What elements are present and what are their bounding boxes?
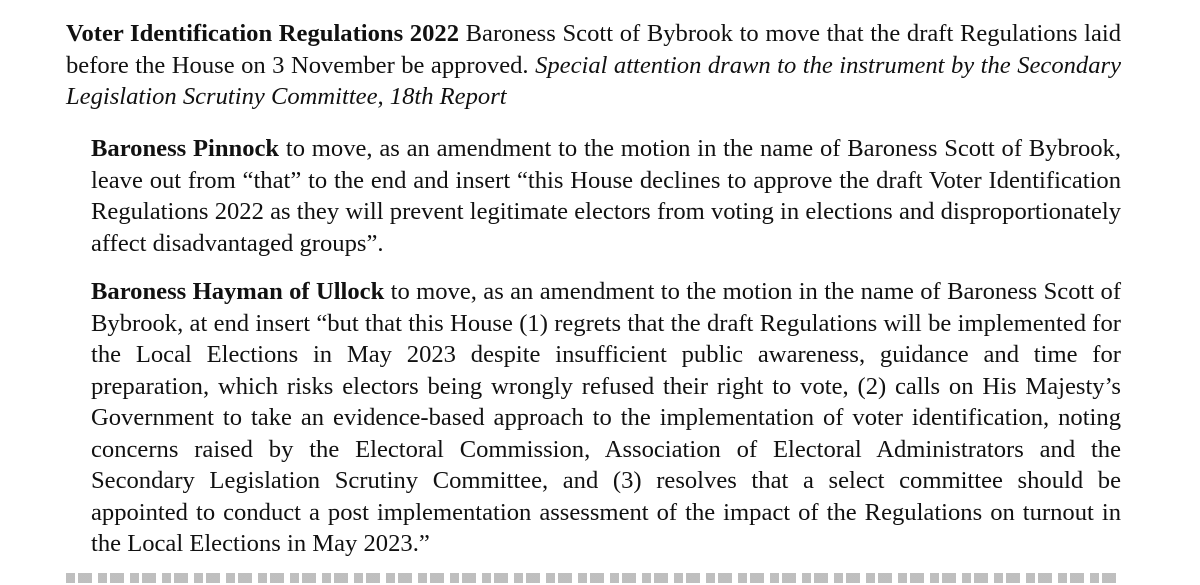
amendment-mover: Baroness Hayman of Ullock: [91, 278, 385, 305]
amendment-mover: Baroness Pinnock: [91, 135, 280, 162]
amendment-hayman: [91, 276, 1121, 560]
amendment-text: to move, as an amendment to the motion in the name of Baroness Scott of Bybrook, leave out from “that” to the end and insert “this House declines to approve the draft Voter Identification Regulations 2022 as they will prevent legitimate electors from voting in elections and disproportionately affect disadvantaged groups”.: [91, 135, 1122, 257]
instrument-title: Voter Identification Regulations 2022: [66, 20, 459, 47]
committee-note: Special attention drawn to the instrument by the Secondary Legislation Scrutiny Committee, 18th Report: [66, 51, 1121, 110]
amendment-text: to move, as an amendment to the motion in the name of Baroness Scott of Bybrook, at end insert “but that this House (1) regrets that the draft Regulations will be implemented for the Local Elections in May 2023 despite insufficient public awareness, guidance and time for preparation, which risks electors being wrongly refused their right to vote, (2) calls on His Majesty’s Government to take an evidence-based approach to the implementation of voter identification, noting concerns raised by the Electoral Commission, Association of Electoral Administrators and the Secondary Legislation Scrutiny Committee, and (3) resolves that a select committee should be appointed to conduct a post implementation assessment of the impact of the Regulations on turnout in the Local Elections in May 2023.”: [91, 278, 1122, 557]
amendment-pinnock: [91, 133, 1121, 259]
motion-text: Baroness Scott of Bybrook to move that the draft Regulations laid before the House on 3 November be approved.: [66, 20, 1122, 79]
cut-off-next-line: [66, 571, 1121, 585]
business-item: [66, 18, 1121, 113]
